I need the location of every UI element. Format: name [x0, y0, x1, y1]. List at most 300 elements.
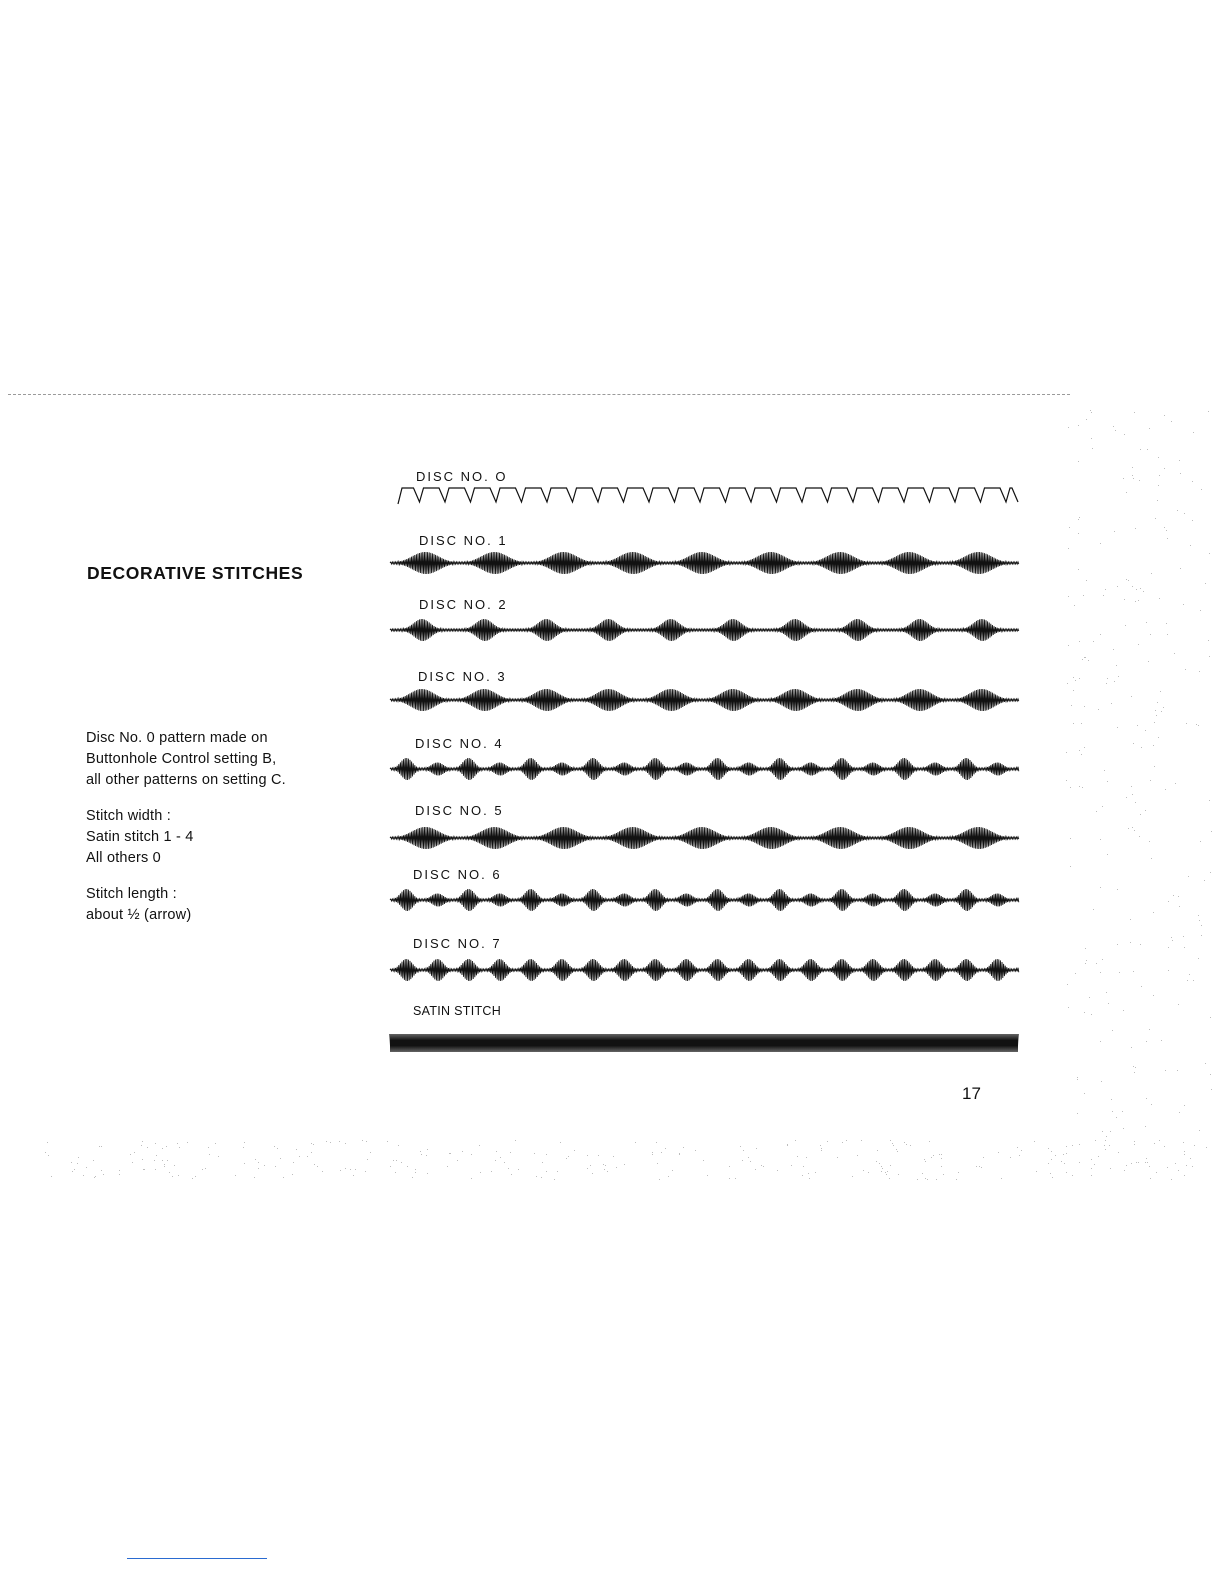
scan-speck	[624, 1164, 625, 1165]
scan-speck	[1100, 634, 1101, 635]
scan-speck	[1082, 659, 1083, 660]
scan-speck	[1208, 640, 1209, 641]
scan-speck	[1079, 517, 1080, 518]
scan-speck	[1198, 915, 1199, 916]
scan-speck	[1078, 569, 1079, 570]
scan-speck	[1036, 1171, 1037, 1172]
scan-speck	[837, 1157, 838, 1158]
disc-4-label: DISC NO. 4	[415, 736, 504, 751]
scan-speck	[1200, 610, 1201, 611]
scan-speck	[1126, 797, 1127, 798]
scan-speck	[1186, 1165, 1187, 1166]
scan-speck	[101, 1146, 102, 1147]
scan-speck	[1073, 677, 1074, 678]
scan-speck	[1130, 942, 1131, 943]
scan-speck	[1133, 478, 1134, 479]
scan-speck	[1184, 513, 1185, 514]
scan-speck	[1163, 707, 1164, 708]
scan-speck	[1165, 789, 1166, 790]
scan-speck	[668, 1176, 669, 1177]
scan-speck	[821, 1150, 822, 1151]
scan-speck	[119, 1170, 120, 1171]
scan-speck	[1096, 963, 1097, 964]
scan-speck	[1071, 705, 1072, 706]
scan-speck	[1070, 787, 1071, 788]
scan-speck	[1070, 866, 1071, 867]
scan-speck	[77, 1163, 78, 1164]
scan-speck	[78, 1157, 79, 1158]
scan-speck	[1211, 1089, 1212, 1090]
scan-speck	[1184, 1175, 1185, 1176]
scan-speck	[1084, 747, 1085, 748]
scan-speck	[1068, 596, 1069, 597]
scan-speck	[910, 1145, 911, 1146]
scan-speck	[1132, 827, 1133, 828]
scan-speck	[635, 1142, 636, 1143]
scan-speck	[777, 1170, 778, 1171]
scan-speck	[72, 1171, 73, 1172]
scan-speck	[1131, 786, 1132, 787]
scan-speck	[508, 1168, 509, 1169]
scan-speck	[917, 1179, 918, 1180]
scan-speck	[1084, 706, 1085, 707]
scan-speck	[861, 1140, 862, 1141]
scan-speck	[1196, 724, 1197, 725]
scan-speck	[1085, 963, 1086, 964]
scan-speck	[1048, 1163, 1049, 1164]
scan-speck	[1105, 1140, 1106, 1141]
scan-speck	[1178, 1170, 1179, 1171]
disc-0-label: DISC NO. O	[416, 469, 508, 484]
scan-speck	[603, 1164, 604, 1165]
scan-speck	[1183, 1142, 1184, 1143]
scan-noise-bottom	[40, 1140, 1190, 1180]
scan-speck	[1155, 710, 1156, 711]
scan-speck	[976, 1166, 977, 1167]
scan-speck	[1091, 1168, 1092, 1169]
scan-speck	[1081, 754, 1082, 755]
scan-speck	[1116, 1117, 1117, 1118]
satin-stitch-label: SATIN STITCH	[413, 1004, 502, 1018]
scan-speck	[1140, 588, 1141, 589]
scan-speck	[927, 1179, 928, 1180]
scan-speck	[941, 1154, 942, 1155]
scan-speck	[809, 1178, 810, 1179]
scan-speck	[1109, 1145, 1110, 1146]
scan-speck	[743, 1150, 744, 1151]
scan-speck	[1134, 1072, 1135, 1073]
scan-speck	[154, 1160, 155, 1161]
scan-speck	[1149, 428, 1150, 429]
scan-speck	[659, 1179, 660, 1180]
scan-speck	[1068, 1007, 1069, 1008]
scan-speck	[1192, 481, 1193, 482]
bottom-rule	[127, 1558, 267, 1559]
scan-speck	[132, 1162, 133, 1163]
scan-speck	[1179, 906, 1180, 907]
scan-speck	[1210, 1074, 1211, 1075]
note-line: Stitch width :	[86, 808, 171, 824]
scan-speck	[890, 1165, 891, 1166]
note-line: Satin stitch 1 - 4	[86, 829, 194, 845]
scan-speck	[243, 1147, 244, 1148]
scan-speck	[1156, 715, 1157, 716]
scan-speck	[1190, 1158, 1191, 1159]
page-number: 17	[962, 1084, 981, 1103]
scan-speck	[1073, 723, 1074, 724]
scan-speck	[1134, 830, 1135, 831]
scan-speck	[274, 1146, 275, 1147]
scan-speck	[93, 1160, 94, 1161]
scan-speck	[541, 1177, 542, 1178]
scan-speck	[504, 1162, 505, 1163]
disc-4-stitch-sample	[388, 756, 1020, 782]
scan-speck	[172, 1176, 173, 1177]
scan-speck	[1116, 665, 1117, 666]
scan-speck	[330, 1142, 331, 1143]
scan-speck	[314, 1164, 315, 1165]
scan-speck	[299, 1156, 300, 1157]
scan-speck	[1091, 1014, 1092, 1015]
scan-speck	[882, 1168, 883, 1169]
scan-speck	[258, 1168, 259, 1169]
scan-speck	[353, 1175, 354, 1176]
scan-speck	[86, 1167, 87, 1168]
scan-speck	[155, 1143, 156, 1144]
scan-speck	[1107, 854, 1108, 855]
scan-speck	[1112, 1111, 1113, 1112]
scan-speck	[174, 1165, 175, 1166]
scan-speck	[936, 1179, 937, 1180]
scan-speck	[340, 1170, 341, 1171]
scan-speck	[1157, 702, 1158, 703]
scan-speck	[546, 1154, 547, 1155]
scan-speck	[401, 1162, 402, 1163]
scan-speck	[1133, 743, 1134, 744]
scan-speck	[808, 1173, 809, 1174]
scan-speck	[367, 1159, 368, 1160]
scan-speck	[1146, 1098, 1147, 1099]
scan-speck	[1123, 478, 1124, 479]
instruction-notes	[86, 728, 386, 941]
scan-speck	[164, 1164, 165, 1165]
scan-speck	[1138, 600, 1139, 601]
scan-speck	[1117, 727, 1118, 728]
scan-speck	[1172, 940, 1173, 941]
scan-speck	[1132, 475, 1133, 476]
scan-speck	[1159, 1140, 1160, 1141]
scan-speck	[896, 1149, 897, 1150]
scan-speck	[95, 1176, 96, 1177]
scan-speck	[311, 1143, 312, 1144]
scan-speck	[1084, 1093, 1085, 1094]
scan-speck	[1150, 634, 1151, 635]
scan-speck	[1164, 468, 1165, 469]
scan-speck	[1107, 678, 1108, 679]
scan-speck	[1135, 1067, 1136, 1068]
scan-speck	[587, 1155, 588, 1156]
scan-speck	[1146, 1041, 1147, 1042]
scan-speck	[803, 1166, 804, 1167]
scan-speck	[1148, 661, 1149, 662]
scan-speck	[142, 1159, 143, 1160]
scan-speck	[275, 1166, 276, 1167]
scan-speck	[366, 1141, 367, 1142]
scan-speck	[1145, 730, 1146, 731]
scan-speck	[1159, 475, 1160, 476]
scan-speck	[1123, 1010, 1124, 1011]
scan-speck	[1078, 461, 1079, 462]
scan-speck	[192, 1178, 193, 1179]
scan-speck	[795, 1140, 796, 1141]
scan-speck	[215, 1143, 216, 1144]
scan-speck	[1125, 625, 1126, 626]
scan-speck	[1098, 709, 1099, 710]
scan-speck	[1175, 1163, 1176, 1164]
scan-speck	[1192, 520, 1193, 521]
scan-speck	[1189, 974, 1190, 975]
scan-speck	[1110, 1131, 1111, 1132]
disc-5-label: DISC NO. 5	[415, 803, 504, 818]
scan-speck	[1161, 1040, 1162, 1041]
scan-speck	[881, 1171, 882, 1172]
scan-speck	[998, 1152, 999, 1153]
scan-speck	[155, 1169, 156, 1170]
scan-speck	[1106, 683, 1107, 684]
scan-speck	[370, 1152, 371, 1153]
scan-speck	[568, 1156, 569, 1157]
scan-speck	[1143, 591, 1144, 592]
scan-speck	[943, 1174, 944, 1175]
scan-speck	[846, 1140, 847, 1141]
scan-speck	[1190, 545, 1191, 546]
scan-speck	[1077, 1077, 1078, 1078]
section-title: DECORATIVE STITCHES	[87, 563, 304, 583]
scan-speck	[1140, 944, 1141, 945]
scan-speck	[1117, 889, 1118, 890]
scan-speck	[1179, 1112, 1180, 1113]
scan-speck	[264, 1165, 265, 1166]
scan-speck	[1001, 1178, 1002, 1179]
scan-speck	[1209, 800, 1210, 801]
disc-1-label: DISC NO. 1	[419, 533, 508, 548]
scan-speck	[511, 1174, 512, 1175]
scan-speck	[763, 1166, 764, 1167]
scan-speck	[1192, 1166, 1193, 1167]
scan-speck	[787, 1145, 788, 1146]
disc-3-label: DISC NO. 3	[418, 669, 507, 684]
scan-speck	[1072, 1175, 1073, 1176]
scan-speck	[592, 1173, 593, 1174]
scan-speck	[1096, 811, 1097, 812]
scan-speck	[1118, 676, 1119, 677]
scan-speck	[1051, 1159, 1052, 1160]
scan-speck	[1101, 1081, 1102, 1082]
scan-speck	[1151, 858, 1152, 859]
scan-speck	[756, 1148, 757, 1149]
scan-speck	[187, 1142, 188, 1143]
scan-speck	[1113, 649, 1114, 650]
scan-speck	[742, 1160, 743, 1161]
scan-speck	[598, 1155, 599, 1156]
scan-speck	[534, 1153, 535, 1154]
scan-speck	[480, 1172, 481, 1173]
scan-speck	[1114, 531, 1115, 532]
disc-7-stitch-sample	[388, 957, 1020, 983]
scan-speck	[1149, 841, 1150, 842]
scan-speck	[515, 1140, 516, 1141]
scan-speck	[1068, 548, 1069, 549]
scan-speck	[420, 1151, 421, 1152]
scan-speck	[1093, 909, 1094, 910]
scan-speck	[119, 1174, 120, 1175]
scan-speck	[1111, 703, 1112, 704]
scan-speck	[355, 1169, 356, 1170]
scan-speck	[398, 1145, 399, 1146]
scan-speck	[1107, 781, 1108, 782]
scan-speck	[1141, 986, 1142, 987]
scan-speck	[1153, 912, 1154, 913]
scan-speck	[868, 1172, 869, 1173]
scan-speck	[1078, 519, 1079, 520]
scan-speck	[1067, 683, 1068, 684]
scan-speck	[536, 1176, 537, 1177]
scan-speck	[1086, 580, 1087, 581]
scan-speck	[1079, 678, 1080, 679]
scan-speck	[1091, 412, 1092, 413]
scan-speck	[1112, 1030, 1113, 1031]
scan-speck	[1180, 568, 1181, 569]
scan-speck	[1199, 920, 1200, 921]
scan-speck	[244, 1142, 245, 1143]
scan-speck	[1146, 1158, 1147, 1159]
scan-speck	[162, 1148, 163, 1149]
disc-1-stitch-sample	[388, 550, 1020, 576]
scan-speck	[164, 1166, 165, 1167]
scan-speck	[1117, 944, 1118, 945]
scan-speck	[1100, 543, 1101, 544]
scan-speck	[557, 1171, 558, 1172]
scan-speck	[587, 1168, 588, 1169]
scan-speck	[1168, 947, 1169, 948]
scan-speck	[1079, 786, 1080, 787]
scan-speck	[1173, 895, 1174, 896]
scan-speck	[1068, 645, 1069, 646]
scan-speck	[983, 1157, 984, 1158]
scan-speck	[1128, 580, 1129, 581]
top-rule	[8, 394, 1070, 395]
scan-speck	[1149, 1166, 1150, 1167]
scan-speck	[707, 1175, 708, 1176]
scan-speck	[546, 1171, 547, 1172]
scan-speck	[1158, 457, 1159, 458]
scan-speck	[317, 1166, 318, 1167]
scan-speck	[1184, 1151, 1185, 1152]
scan-speck	[518, 1169, 519, 1170]
scan-speck	[1124, 1170, 1125, 1171]
scan-speck	[656, 1142, 657, 1143]
scan-speck	[101, 1170, 102, 1171]
scan-speck	[1183, 936, 1184, 937]
scan-speck	[1139, 836, 1140, 837]
scan-speck	[427, 1149, 428, 1150]
scan-speck	[1081, 723, 1082, 724]
scan-speck	[1126, 1165, 1127, 1166]
scan-speck	[1124, 599, 1125, 600]
scan-speck	[890, 1140, 891, 1141]
scan-speck	[449, 1153, 450, 1154]
scan-speck	[1082, 787, 1083, 788]
scan-speck	[1070, 838, 1071, 839]
scan-speck	[1158, 737, 1159, 738]
scan-speck	[1160, 691, 1161, 692]
scan-speck	[421, 1154, 422, 1155]
disc-7-label: DISC NO. 7	[413, 936, 502, 951]
scan-speck	[1153, 745, 1154, 746]
scan-speck	[1210, 872, 1211, 873]
scan-speck	[479, 1145, 480, 1146]
pattern-note	[86, 728, 386, 791]
scan-speck	[1124, 434, 1125, 435]
scan-speck	[605, 1165, 606, 1166]
scan-speck	[1078, 425, 1079, 426]
scan-speck	[45, 1152, 46, 1153]
scan-speck	[1198, 958, 1199, 959]
scan-speck	[1105, 1149, 1106, 1150]
scan-speck	[1075, 973, 1076, 974]
scan-speck	[1140, 449, 1141, 450]
scan-speck	[893, 1145, 894, 1146]
scan-speck	[1135, 802, 1136, 803]
scan-speck	[292, 1174, 293, 1175]
scan-speck	[1100, 972, 1101, 973]
scan-speck	[1083, 595, 1084, 596]
scan-speck	[1094, 1164, 1095, 1165]
scan-speck	[1183, 604, 1184, 605]
scan-speck	[1106, 1136, 1107, 1137]
scan-speck	[554, 1179, 555, 1180]
scan-speck	[1164, 527, 1165, 528]
scan-speck	[1153, 995, 1154, 996]
scan-speck	[179, 1147, 180, 1148]
scan-speck	[1086, 960, 1087, 961]
scan-speck	[1150, 1178, 1151, 1179]
scan-speck	[1154, 722, 1155, 723]
scan-speck	[387, 1141, 388, 1142]
scan-speck	[169, 1172, 170, 1173]
scan-speck	[1199, 1130, 1200, 1131]
scan-speck	[881, 1166, 882, 1167]
scan-speck	[1126, 579, 1127, 580]
scan-speck	[1164, 415, 1165, 416]
scan-speck	[1102, 1131, 1103, 1132]
scan-speck	[1072, 1145, 1073, 1146]
scan-speck	[462, 1151, 463, 1152]
scan-speck	[1136, 589, 1137, 590]
disc-6-stitch-sample	[388, 887, 1020, 913]
scan-speck	[1140, 814, 1141, 815]
scan-speck	[254, 1177, 255, 1178]
scan-speck	[1133, 1066, 1134, 1067]
scan-speck	[1073, 690, 1074, 691]
scan-speck	[657, 1163, 658, 1164]
scan-speck	[130, 1154, 131, 1155]
scan-speck	[542, 1162, 543, 1163]
scan-speck	[842, 1142, 843, 1143]
scan-speck	[415, 1172, 416, 1173]
scan-speck	[166, 1146, 167, 1147]
scan-speck	[1171, 1179, 1172, 1180]
